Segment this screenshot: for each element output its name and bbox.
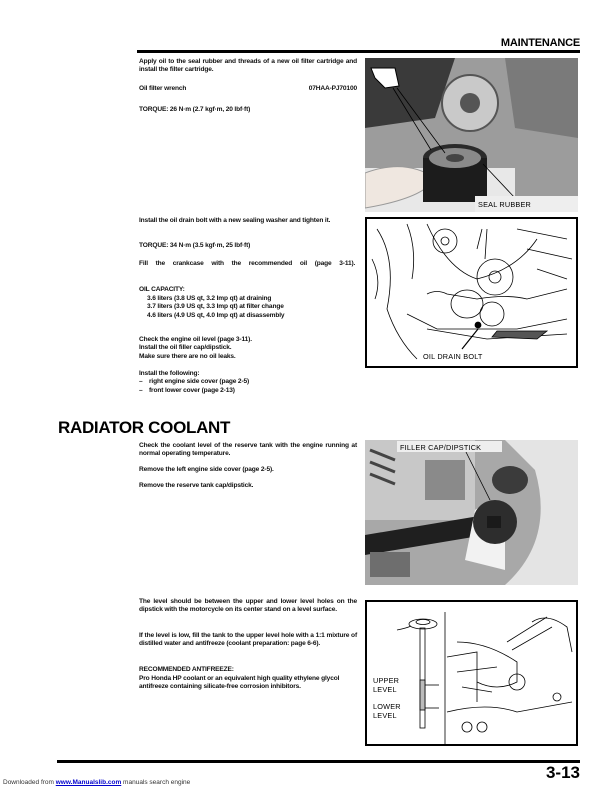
oil-capacity-filter-change: 3.7 liters (3.9 US qt, 3.3 Imp qt) at filter change (147, 303, 284, 311)
antifreeze-label: RECOMMENDED ANTIFREEZE: (139, 666, 234, 673)
dash: – (139, 386, 143, 394)
drain-bolt-instruction: Install the oil drain bolt with a new sealing washer and tighten it. (139, 217, 331, 224)
install-item (139, 387, 357, 395)
tool-row (139, 85, 357, 93)
seal-rubber-label: SEAL RUBBER (478, 200, 532, 209)
oil-capacity-list (139, 295, 365, 320)
coolant-check: Check the coolant level of the reserve tank with the engine running at normal operating temperature. (139, 442, 357, 458)
manualslib-link[interactable]: www.Manualslib.com (55, 779, 122, 786)
remove-tank-cap: Remove the reserve tank cap/dipstick. (139, 482, 254, 489)
coolant-level-text: The level should be between the upper and lower level holes on the dipstick with the motorcycle on its center stand on a level surface. (139, 598, 357, 614)
oil-drain-bolt-label: OIL DRAIN BOLT (423, 352, 483, 361)
install-following-label: Install the following: (139, 370, 200, 377)
oil-capacity-label: OIL CAPACITY: (139, 286, 185, 293)
oil-filter-illustration (365, 58, 578, 212)
upper-level-label: UPPER LEVEL (373, 676, 400, 694)
install-filler-cap: Install the oil filler cap/dipstick. (139, 344, 232, 352)
lower-level-label: LOWER LEVEL (373, 702, 401, 720)
coolant-fill-text: If the level is low, fill the tank to the upper level hole with a 1:1 mixture of distilled water and antifreeze (coolant preparation: page 6-6). (139, 632, 357, 648)
oil-capacity-disassembly: 4.6 liters (4.9 US qt, 4.0 Imp qt) at disassembly (147, 311, 285, 319)
reserve-tank-illustration (365, 440, 578, 585)
check-leaks: Make sure there are no oil leaks. (139, 352, 236, 360)
oil-capacity-draining: 3.6 liters (3.8 US qt, 3.2 Imp qt) at draining (147, 295, 272, 302)
header-rule (137, 50, 580, 53)
oil-filter-instruction: Apply oil to the seal rubber and threads of a new oil filter cartridge and install the filter cartridge. (139, 58, 357, 74)
fill-crankcase: Fill the crankcase with the recommended oil (page 3-11). (139, 260, 356, 267)
footer-rule (57, 760, 580, 763)
install-item (139, 378, 357, 386)
install-item-text: front lower cover (page 2-13) (149, 386, 235, 394)
oil-checks (139, 336, 357, 361)
footer-prefix: Downloaded from (3, 779, 56, 786)
reserve-tank-photo (365, 440, 578, 585)
oil-filter-photo (365, 58, 578, 212)
install-following (139, 370, 357, 395)
filler-cap-label: FILLER CAP/DIPSTICK (400, 443, 482, 452)
oil-drain-bolt-diagram (365, 217, 578, 368)
oil-filter-torque: TORQUE: 26 N·m (2.7 kgf·m, 20 lbf·ft) (139, 106, 251, 113)
drain-bolt-torque: TORQUE: 34 N·m (3.5 kgf·m, 25 lbf·ft) (139, 242, 251, 249)
check-oil-level: Check the engine oil level (page 3-11). (139, 336, 252, 343)
engine-line-art (367, 219, 576, 366)
page-number: 3-13 (545, 763, 580, 782)
dipstick-diagram (365, 600, 578, 746)
tool-name: Oil filter wrench (139, 85, 187, 92)
antifreeze-text: Pro Honda HP coolant or an equivalent high quality ethylene glycol antifreeze containing silicate-free corrosion inhibitors. (139, 675, 340, 691)
footer-suffix: manuals search engine (121, 779, 191, 786)
dipstick-line-art (367, 602, 576, 744)
dash: – (139, 378, 143, 386)
download-footer (3, 779, 190, 786)
section-title: RADIATOR COOLANT (58, 418, 231, 437)
tool-number: 07HAA-PJ70100 (308, 85, 357, 92)
install-item-text: right engine side cover (page 2-5) (149, 378, 250, 386)
section-header: MAINTENANCE (500, 37, 580, 49)
remove-side-cover: Remove the left engine side cover (page 2-5). (139, 466, 274, 473)
